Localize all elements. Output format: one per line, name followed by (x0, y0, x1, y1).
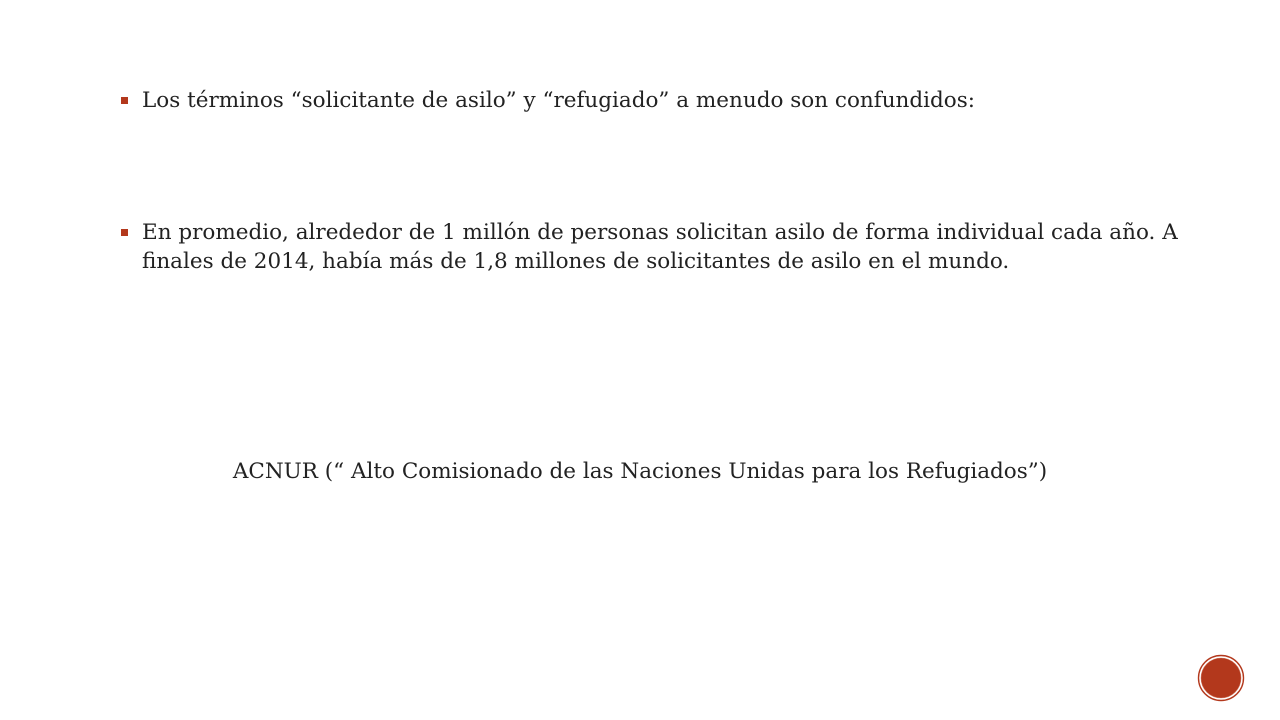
square-bullet-icon (121, 229, 128, 236)
source-citation: ACNUR (“ Alto Comisionado de las Naciones Unidas para los Refugiados”) (232, 459, 1048, 484)
bullet-list (120, 86, 1180, 276)
square-bullet-icon (121, 97, 128, 104)
bullet-item-terms (120, 86, 1180, 115)
bullet-text-terms: Los términos “solicitante de asilo” y “refugiado” a menudo son confundidos: (142, 88, 976, 113)
bullet-item-statistics (120, 218, 1180, 276)
slide-number-badge-icon (1197, 654, 1245, 702)
bullet-text-statistics: En promedio, alrededor de 1 millón de personas solicitan asilo de forma individual cada año. A finales de 2014, había más de 1,8 millones de solicitantes de asilo en el mundo. (142, 220, 1178, 274)
